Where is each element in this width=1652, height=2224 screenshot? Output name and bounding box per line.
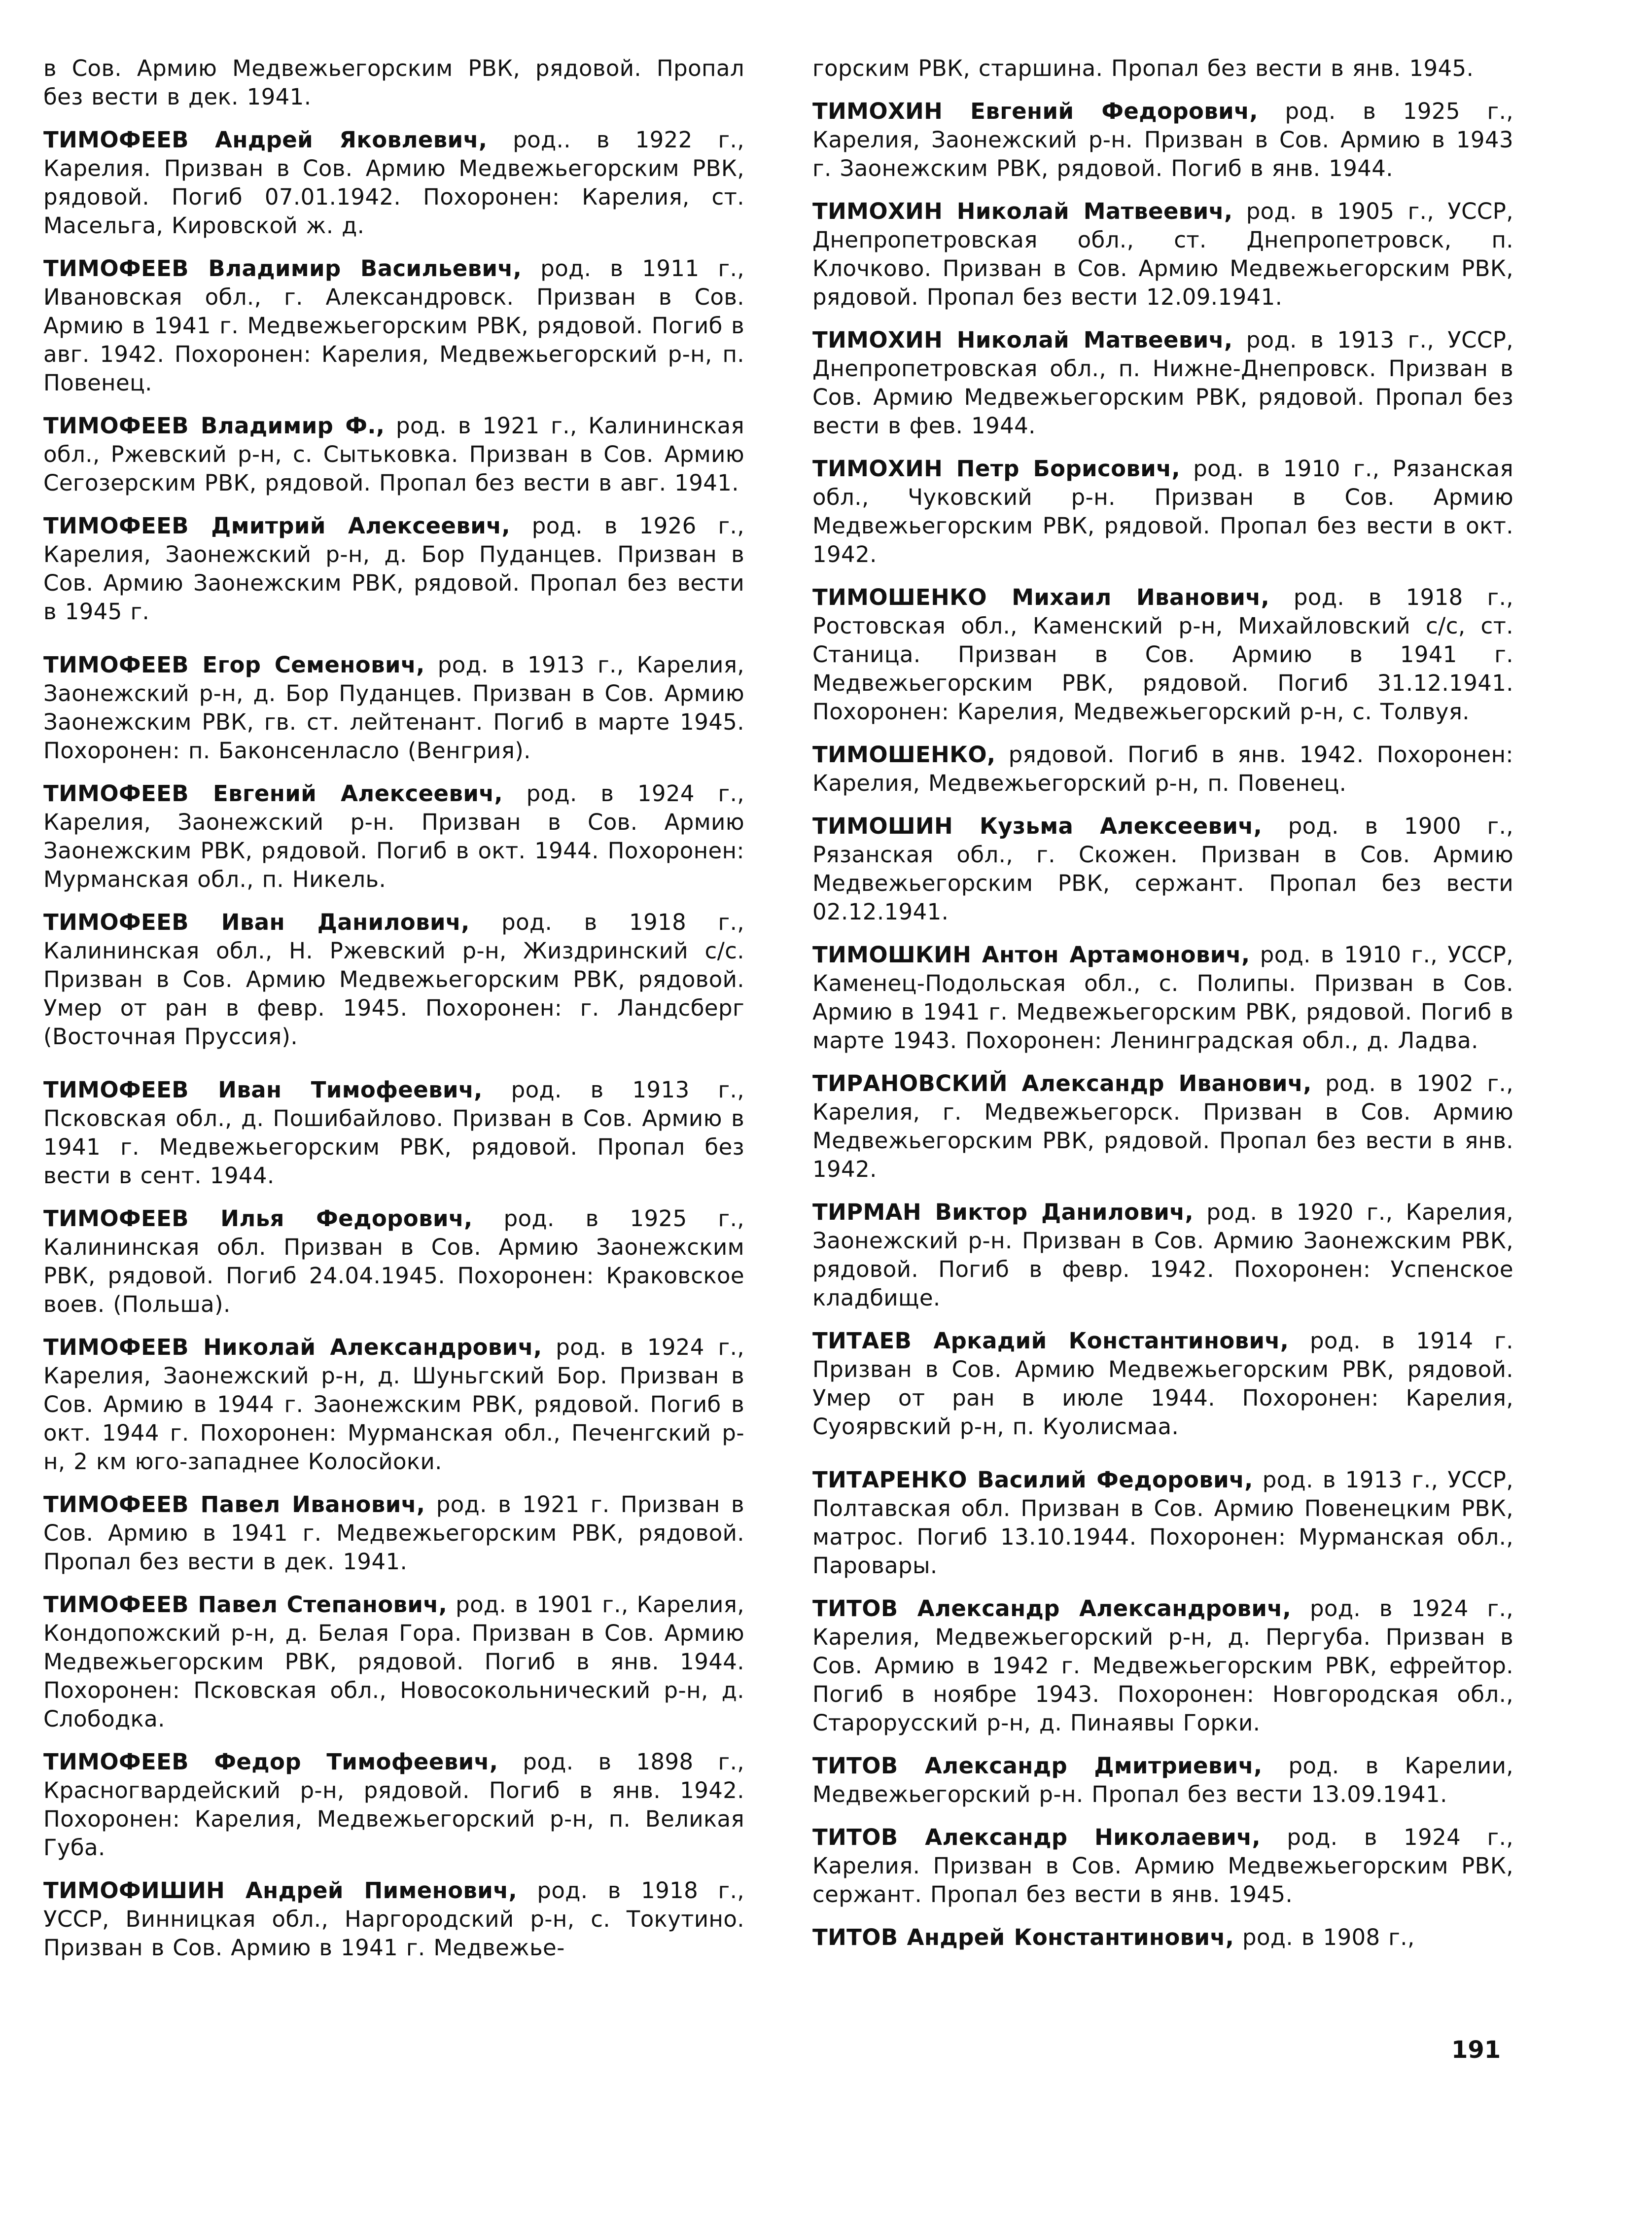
entry-name: ТИМОФЕЕВ Илья Федорович, xyxy=(43,1205,473,1232)
list-item xyxy=(812,97,1513,183)
list-item xyxy=(43,1590,744,1733)
entry-text: род. в 1924 г., Карелия, Медвежьегорский р-н, д. Пергуба. Призван в Сов. Армию в 1942 г. Медвежьегорским РВК, ефрейтор. Погиб в ноябре 1943. Похоронен: Новгородская обл., Старорусский р-н, д. Пинаявы Горки. xyxy=(812,1595,1513,1736)
list-item xyxy=(812,455,1513,569)
entry-text: род. в 1910 г., Рязанская обл., Чуковский р-н. Призван в Сов. Армию Медвежьегорским РВК, рядовой. Пропал без вести в окт. 1942. xyxy=(812,456,1513,567)
entry-name: ТИМОФЕЕВ Евгений Алексеевич, xyxy=(43,780,503,807)
list-item xyxy=(43,1490,744,1576)
entry-name: ТИМОФЕЕВ Владимир Васильевич, xyxy=(43,255,522,282)
entry-name: ТИМОФЕЕВ Егор Семенович, xyxy=(43,652,425,678)
entry-text: род. в 1924 г., Карелия. Призван в Сов. Армию Медвежьегорским РВК, сержант. Пропал без вести в янв. 1945. xyxy=(812,1824,1513,1907)
list-item xyxy=(812,1752,1513,1809)
list-item xyxy=(812,812,1513,926)
page-number: 191 xyxy=(1451,2036,1501,2064)
list-item xyxy=(812,1069,1513,1184)
entry-name: ТИМОФЕЕВ Николай Александрович, xyxy=(43,1334,542,1360)
list-item xyxy=(43,1748,744,1862)
entry-text: род. в 1913 г., УССР, Днепропетровская обл., п. Нижне-Днепровск. Призван в Сов. Армию Медвежьегорским РВК, рядовой. Пропал без вести в фев. 1944. xyxy=(812,327,1513,439)
list-item xyxy=(812,326,1513,440)
entry-name: ТИТАЕВ Аркадий Константинович, xyxy=(812,1328,1289,1354)
entry-text: род. в 1898 г., Красногвардейский р-н, рядовой. Погиб в янв. 1942. Похоронен: Карелия, Медвежьегорский р-н, п. Великая Губа. xyxy=(43,1749,744,1861)
entry-name: ТИРАНОВСКИЙ Александр Иванович, xyxy=(812,1070,1312,1096)
entry-text: род. в 1921 г., Калининская обл., Ржевский р-н, с. Сытьковка. Призван в Сов. Армию Сегозерским РВК, рядовой. Пропал без вести в авг. 1941. xyxy=(43,413,744,496)
entry-name: ТИТАРЕНКО Василий Федорович, xyxy=(812,1467,1253,1493)
list-item xyxy=(812,1327,1513,1441)
entry-text: род. в 1924 г., Карелия, Заонежский р-н, д. Шуньгский Бор. Призван в Сов. Армию в 1944 г. Заонежским РВК, рядовой. Погиб в окт. 1944 г. Похоронен: Мурманская обл., Печенгский р-н, 2 км юго-западнее Колосйоки. xyxy=(43,1334,744,1475)
entry-name: ТИМОХИН Николай Матвеевич, xyxy=(812,198,1233,224)
list-item xyxy=(812,583,1513,726)
entry-text: род. в 1925 г., Калининская обл. Призван в Сов. Армию Заонежским РВК, рядовой. Погиб 24.04.1945. Похоронен: Краковское воев. (Польша). xyxy=(43,1205,744,1317)
entry-name: ТИМОШЕНКО Михаил Иванович, xyxy=(812,584,1270,610)
list-item xyxy=(812,1823,1513,1909)
entry-name: ТИМОФЕЕВ Павел Степанович, xyxy=(43,1591,448,1618)
list-item xyxy=(812,941,1513,1055)
list-item xyxy=(812,1466,1513,1580)
entry-text: род. в 1918 г., Ростовская обл., Каменский р-н, Михайловский с/с, ст. Станица. Призван в Сов. Армию в 1941 г. Медвежьегорским РВК, рядовой. Погиб 31.12.1941. Похоронен: Карелия, Медвежьегорский р-н, с. Толвуя. xyxy=(812,584,1513,725)
entry-name: ТИТОВ Александр Дмитриевич, xyxy=(812,1753,1263,1779)
entry-name: ТИТОВ Андрей Константинович, xyxy=(812,1924,1234,1950)
entry-text: род.. в 1922 г., Карелия. Призван в Сов. Армию Медвежьегорским РВК, рядовой. Погиб 07.01.1942. Похоронен: Карелия, ст. Масельга, Кировской ж. д. xyxy=(43,127,744,239)
entry-text: род. в 1913 г., УССР, Полтавская обл. Призван в Сов. Армию Повенецким РВК, матрос. Погиб 13.10.1944. Похоронен: Мурманская обл., Паровары. xyxy=(812,1467,1513,1579)
entry-text: род. в 1921 г. Призван в Сов. Армию в 1941 г. Медвежьегорским РВК, рядовой. Пропал без вести в дек. 1941. xyxy=(43,1491,744,1575)
entry-name: ТИМОФЕЕВ Андрей Яковлевич, xyxy=(43,127,488,153)
entry-text: род. в 1914 г. Призван в Сов. Армию Медвежьегорским РВК, рядовой. Умер от ран в июле 1944. Похоронен: Карелия, Суоярвский р-н, п. Куолисмаа. xyxy=(812,1328,1513,1440)
list-item xyxy=(43,1204,744,1319)
entry-text: род. в 1901 г., Карелия, Кондопожский р-н, д. Белая Гора. Призван в Сов. Армию Медвежьегорским РВК, рядовой. Погиб в янв. 1944. Похоронен: Псковская обл., Новосокольнический р-н, д. Слободка. xyxy=(43,1591,744,1732)
entry-text: в Сов. Армию Медвежьегорским РВК, рядовой. Пропал без вести в дек. 1941. xyxy=(43,55,744,110)
entry-text: род. в 1900 г., Рязанская обл., г. Скожен. Призван в Сов. Армию Медвежьегорским РВК, сержант. Пропал без вести 02.12.1941. xyxy=(812,813,1513,925)
list-item xyxy=(43,126,744,240)
list-item xyxy=(43,908,744,1051)
entry-name: ТИМОФЕЕВ Павел Иванович, xyxy=(43,1491,425,1518)
entry-name: ТИМОФЕЕВ Владимир Ф., xyxy=(43,413,385,439)
entry-name: ТИМОФИШИН Андрей Пименович, xyxy=(43,1877,518,1904)
entry-name: ТИТОВ Александр Александрович, xyxy=(812,1595,1292,1622)
entry-name: ТИМОШКИН Антон Артамонович, xyxy=(812,942,1250,968)
list-item xyxy=(812,1594,1513,1737)
entry-text: род. в 1913 г., Псковская обл., д. Пошибайлово. Призван в Сов. Армию в 1941 г. Медвежьегорским РВК, рядовой. Пропал без вести в сент. 1944. xyxy=(43,1077,744,1189)
entry-text: рядовой. Погиб в янв. 1942. Похоронен: Карелия, Медвежьегорский р-н, п. Повенец. xyxy=(812,741,1513,796)
entry-name: ТИМОХИН Евгений Федорович, xyxy=(812,98,1258,124)
entry-text: род. в 1926 г., Карелия, Заонежский р-н, д. Бор Пуданцев. Призван в Сов. Армию Заонежским РВК, рядовой. Пропал без вести в 1945 г. xyxy=(43,513,744,625)
entry-text: род. в 1911 г., Ивановская обл., г. Александровск. Призван в Сов. Армию в 1941 г. Медвежьегорским РВК, рядовой. Погиб в авг. 1942. Похоронен: Карелия, Медвежьегорский р-н, п. Повенец. xyxy=(43,255,744,396)
entry-name: ТИМОШЕНКО, xyxy=(812,741,996,768)
entry-text: род. в 1910 г., УССР, Каменец-Подольская обл., с. Полипы. Призван в Сов. Армию в 1941 г. Медвежьегорским РВК, рядовой. Погиб в марте 1943. Похоронен: Ленинградская обл., д. Ладва. xyxy=(812,942,1513,1054)
list-item xyxy=(43,1876,744,1962)
entry-text: горским РВК, старшина. Пропал без вести в янв. 1945. xyxy=(812,55,1474,81)
entry-name: ТИТОВ Александр Николаевич, xyxy=(812,1824,1261,1850)
entry-name: ТИМОШИН Кузьма Алексеевич, xyxy=(812,813,1263,839)
list-item xyxy=(43,412,744,497)
entry-text: род. в 1924 г., Карелия, Заонежский р-н. Призван в Сов. Армию Заонежским РВК, рядовой. Погиб в окт. 1944. Похоронен: Мурманская обл., п. Никель. xyxy=(43,780,744,892)
entry-text: род. в 1925 г., Карелия, Заонежский р-н. Призван в Сов. Армию в 1943 г. Заонежским РВК, рядовой. Погиб в янв. 1944. xyxy=(812,98,1513,181)
left-column xyxy=(43,54,744,1977)
entry-text: род. в 1908 г., xyxy=(1242,1924,1415,1950)
entry-name: ТИМОФЕЕВ Федор Тимофеевич, xyxy=(43,1749,498,1775)
entry-text: род. в 1918 г., УССР, Винницкая обл., Наргородский р-н, с. Токутино. Призван в Сов. Армию в 1941 г. Медвежье- xyxy=(43,1877,744,1961)
list-item xyxy=(43,1333,744,1476)
entry-name: ТИРМАН Виктор Данилович, xyxy=(812,1199,1194,1225)
list-item xyxy=(43,254,744,397)
entry-text: род. в 1913 г., Карелия, Заонежский р-н, д. Бор Пуданцев. Призван в Сов. Армию Заонежским РВК, гв. ст. лейтенант. Погиб в марте 1945. Похоронен: п. Баконсенласло (Венгрия). xyxy=(43,652,744,764)
list-item xyxy=(43,1076,744,1190)
entry-text: род. в 1902 г., Карелия, г. Медвежьегорск. Призван в Сов. Армию Медвежьегорским РВК, рядовой. Пропал без вести в янв. 1942. xyxy=(812,1070,1513,1182)
entry-text: род. в 1918 г., Калининская обл., Н. Ржевский р-н, Жиздринский с/с. Призван в Сов. Армию Медвежьегорским РВК, рядовой. Умер от ран в февр. 1945. Похоронен: г. Ландсберг (Восточная Пруссия). xyxy=(43,909,744,1050)
right-column xyxy=(812,54,1513,1966)
entry-name: ТИМОФЕЕВ Дмитрий Алексеевич, xyxy=(43,513,510,539)
entry-name: ТИМОФЕЕВ Иван Тимофеевич, xyxy=(43,1077,483,1103)
list-item xyxy=(812,1198,1513,1312)
list-item xyxy=(43,651,744,765)
entry-name: ТИМОХИН Николай Матвеевич, xyxy=(812,327,1233,353)
entry-text: род. в Карелии, Медвежьегорский р-н. Пропал без вести 13.09.1941. xyxy=(812,1753,1513,1807)
entry-name: ТИМОФЕЕВ Иван Данилович, xyxy=(43,909,470,935)
list-item xyxy=(812,1923,1513,1952)
entry-text: род. в 1920 г., Карелия, Заонежский р-н. Призван в Сов. Армию Заонежским РВК, рядовой. Погиб в февр. 1942. Похоронен: Успенское кладбище. xyxy=(812,1199,1513,1311)
entry-name: ТИМОХИН Петр Борисович, xyxy=(812,456,1180,482)
list-item xyxy=(812,54,1513,83)
entry-text: род. в 1905 г., УССР, Днепропетровская обл., ст. Днепропетровск, п. Клочково. Призван в Сов. Армию Медвежьегорским РВК, рядовой. Пропал без вести 12.09.1941. xyxy=(812,198,1513,310)
list-item xyxy=(43,54,744,111)
list-item xyxy=(812,197,1513,312)
list-item xyxy=(812,741,1513,798)
list-item xyxy=(43,779,744,894)
list-item xyxy=(43,512,744,626)
